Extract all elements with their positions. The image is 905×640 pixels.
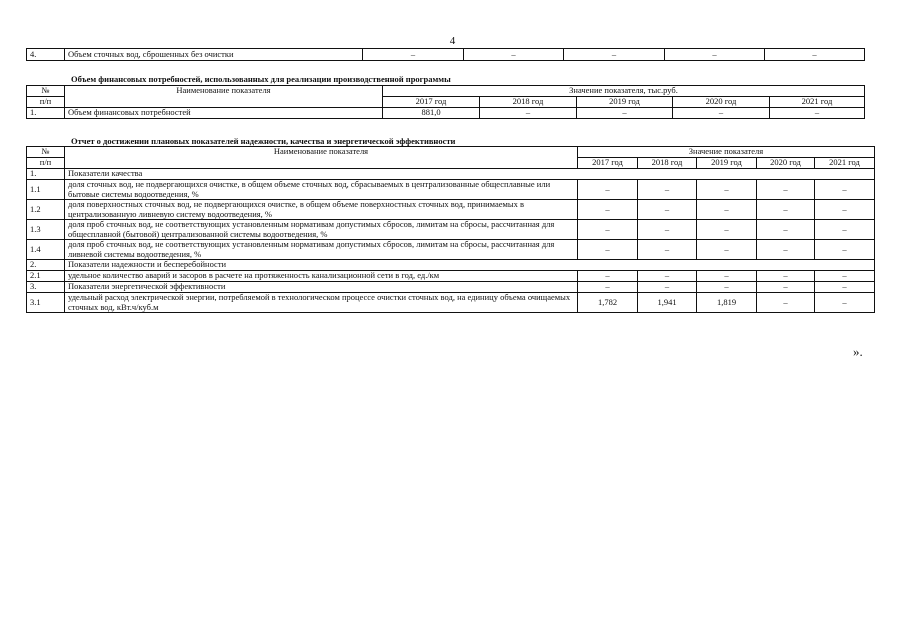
row-value: – [578, 271, 638, 282]
indicators-report-heading: Отчет о достижении плановых показателей надежности, качества и энергетической эффективности [71, 136, 456, 146]
row-number: 1.3 [27, 220, 65, 240]
row-number: 1. [27, 169, 65, 180]
row-number: 3. [27, 282, 65, 293]
column-header-name: Наименование показателя [65, 147, 578, 169]
continuation-table-body [27, 49, 865, 61]
row-value: – [697, 271, 757, 282]
row-value: – [480, 108, 577, 119]
table-row [27, 282, 875, 293]
row-number: 4. [27, 49, 65, 61]
row-value: – [757, 271, 815, 282]
row-value: – [757, 180, 815, 200]
row-value: – [757, 240, 815, 260]
year-header: 2018 год [480, 97, 577, 108]
year-header: 2019 год [577, 97, 673, 108]
column-header-num-sub: п/п [27, 97, 65, 108]
row-value: – [815, 200, 875, 220]
row-value: – [815, 293, 875, 313]
row-value: – [815, 220, 875, 240]
table-row [27, 293, 875, 313]
row-value: – [697, 220, 757, 240]
financial-needs-table-body [27, 108, 865, 119]
continuation-table [26, 48, 865, 61]
row-value: – [815, 271, 875, 282]
row-value: – [578, 220, 638, 240]
column-header-num-sub: п/п [27, 158, 65, 169]
row-value: – [757, 282, 815, 293]
row-number: 3.1 [27, 293, 65, 313]
row-value: – [765, 49, 865, 61]
row-name: Объем сточных вод, сброшенных без очистки [65, 49, 363, 61]
column-header-num: № [27, 147, 65, 158]
year-header: 2020 год [757, 158, 815, 169]
row-name: Показатели качества [65, 169, 875, 180]
table-row [27, 180, 875, 200]
table-row [27, 49, 865, 61]
column-header-num: № [27, 86, 65, 97]
row-value: – [697, 282, 757, 293]
row-value: – [638, 180, 697, 200]
row-value: – [638, 200, 697, 220]
table-row [27, 240, 875, 260]
row-value: – [815, 282, 875, 293]
year-header: 2021 год [770, 97, 865, 108]
row-value: – [697, 240, 757, 260]
page-number: 4 [449, 35, 456, 47]
row-number: 2.1 [27, 271, 65, 282]
row-value: – [578, 200, 638, 220]
row-value: – [673, 108, 770, 119]
group-row [27, 260, 875, 271]
row-value: – [815, 240, 875, 260]
table-row [27, 220, 875, 240]
row-value: – [577, 108, 673, 119]
table-row [27, 200, 875, 220]
column-header-value-group: Значение показателя [578, 147, 875, 158]
row-value: 1,819 [697, 293, 757, 313]
year-header: 2018 год [638, 158, 697, 169]
year-header: 2021 год [815, 158, 875, 169]
row-value: – [464, 49, 564, 61]
row-value: – [638, 220, 697, 240]
row-value: 1,941 [638, 293, 697, 313]
row-name: доля поверхностных сточных вод, не подвергающихся очистке, в общем объеме поверхностных сточных вод, принимаемых в централизованную ливневую систему водоотведения, % [65, 200, 578, 220]
table-row [27, 108, 865, 119]
row-value: – [578, 240, 638, 260]
group-row [27, 169, 875, 180]
financial-needs-heading: Объем финансовых потребностей, использованных для реализации производственной программы [71, 74, 451, 84]
row-value: – [638, 282, 697, 293]
row-name: доля сточных вод, не подвергающихся очистке, в общем объеме сточных вод, сбрасываемых в централизованные общесплавные или бытовые системы водоотведения, % [65, 180, 578, 200]
row-name: Показатели энергетической эффективности [65, 282, 578, 293]
row-value: – [665, 49, 765, 61]
row-value: – [757, 220, 815, 240]
year-header: 2019 год [697, 158, 757, 169]
row-value: – [638, 271, 697, 282]
year-header: 2017 год [578, 158, 638, 169]
row-value: – [638, 240, 697, 260]
row-value: – [757, 293, 815, 313]
row-value: 1,782 [578, 293, 638, 313]
row-value: – [363, 49, 464, 61]
row-value: 881,0 [383, 108, 480, 119]
row-value: – [697, 200, 757, 220]
row-number: 2. [27, 260, 65, 271]
row-value: – [770, 108, 865, 119]
row-value: – [815, 180, 875, 200]
closing-quote-mark: ». [853, 344, 863, 359]
column-header-value-group: Значение показателя, тыс.руб. [383, 86, 865, 97]
row-name: Объем финансовых потребностей [65, 108, 383, 119]
row-name: Показатели надежности и бесперебойности [65, 260, 875, 271]
year-header: 2020 год [673, 97, 770, 108]
row-value: – [578, 180, 638, 200]
financial-needs-table [26, 85, 865, 119]
indicators-report-table [26, 146, 875, 313]
row-name: доля проб сточных вод, не соответствующих установленным нормативам допустимых сбросов, лимитам на сбросы, рассчитанная для ливневой системы водоотведения, % [65, 240, 578, 260]
row-name: удельный расход электрической энергии, потребляемой в технологическом процессе очистки сточных вод, на единицу объема очищаемых сточных вод, кВт.ч/куб.м [65, 293, 578, 313]
table-row [27, 271, 875, 282]
row-name: доля проб сточных вод, не соответствующих установленным нормативам допустимых сбросов, лимитам на сбросы, рассчитанная для общесплавной (бытовой) централизованной системы водоотведения, % [65, 220, 578, 240]
row-value: – [697, 180, 757, 200]
row-value: – [757, 200, 815, 220]
row-value: – [564, 49, 665, 61]
indicators-report-table-body [27, 169, 875, 313]
row-number: 1. [27, 108, 65, 119]
column-header-name: Наименование показателя [65, 86, 383, 108]
row-number: 1.2 [27, 200, 65, 220]
year-header: 2017 год [383, 97, 480, 108]
row-number: 1.1 [27, 180, 65, 200]
row-value: – [578, 282, 638, 293]
row-number: 1.4 [27, 240, 65, 260]
row-name: удельное количество аварий и засоров в расчете на протяженность канализационной сети в год, ед./км [65, 271, 578, 282]
